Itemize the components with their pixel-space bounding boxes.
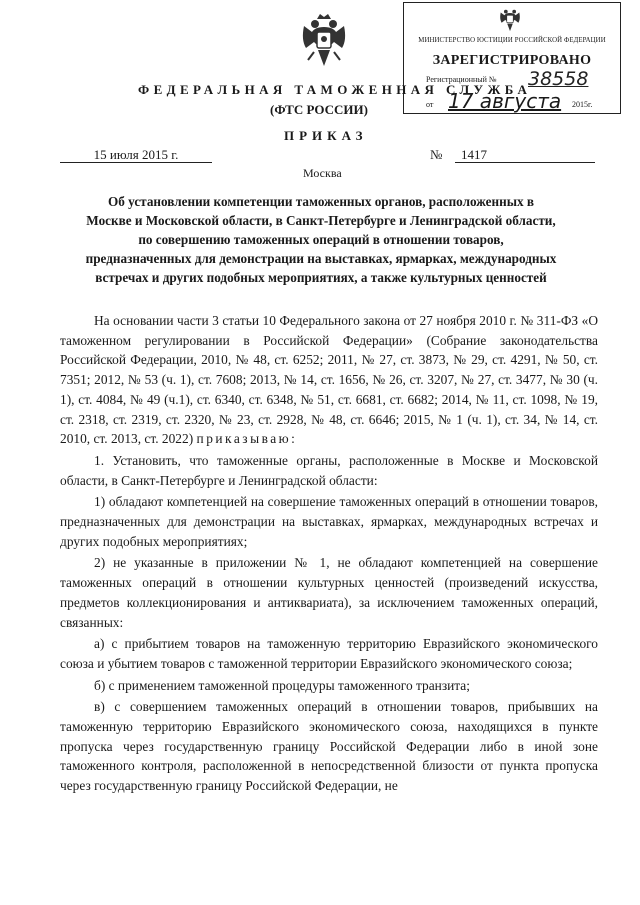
document-body <box>60 311 598 798</box>
stamp-registered: ЗАРЕГИСТРИРОВАНО <box>432 53 592 68</box>
preamble-text: На основании части 3 статьи 10 Федерального закона от 27 ноября 2010 г. № 311-ФЗ «О таможенном регулировании в Российской Федерации» (Собрание законодательства Российской Федерации, 2010, № 48, ст. 6252; 2011, № 27, ст. 3873, № 29, ст. 4291, № 50, ст. 7351; 2012, № 53 (ч. 1), ст. 7608; 2013, № 14, ст. 1656, № 26, ст. 3207, № 27, ст. 3477, № 30 (ч. 1), ст. 4084, № 49 (ч.1), ст. 6340, ст. 6348, № 51, ст. 6681, ст. 6682; 2014, № 11, ст. 1098, № 19, ст. 2318, ст. 2319, ст. 2320, № 23, ст. 2928, № 48, ст. 6646; 2015, № 1 (ч. 1), ст. 34, № 14, ст. 2010, ст. 2013, ст. 2022) <box>60 313 598 447</box>
paragraph-1: 1. Установить, что таможенные органы, расположенные в Москве и Московской области, в Санкт-Петербурге и Ленинградской области: <box>60 452 598 488</box>
stamp-handwritten-date: 17 августа <box>448 89 562 113</box>
stamp-ministry: МИНИСТЕРСТВО ЮСТИЦИИ РОССИЙСКОЙ ФЕДЕРАЦИИ <box>418 37 606 44</box>
title-line: предназначенных для демонстрации на выставках, ярмарках, международных <box>85 251 557 266</box>
title-line: по совершению таможенных операций в отношении товаров, <box>138 232 504 247</box>
document-type: ПРИКАЗ <box>284 128 368 143</box>
title-line: Об установлении компетенции таможенных органов, расположенных в <box>107 194 535 209</box>
paragraph-a: а) с прибытием товаров на таможенную территорию Евразийского экономического союза и убытием товаров с таможенной территории Евразийского экономического союза; <box>60 636 598 671</box>
agency-short-name: (ФТС РОССИИ) <box>270 102 368 117</box>
paragraph-v: в) с совершением таможенных операций в отношении товаров, прибывших на таможенную территорию Евразийского экономического союза, находящихся в пункте пропуска через государственную границу Российской Федерации либо в иной зоне таможенного контроля, расположенной в непосредственной близости от пункта пропуска через государственную границу Российской Федерации, не <box>60 699 598 794</box>
stamp-emblem-icon <box>496 6 524 32</box>
stamp-reg-label: Регистрационный № <box>426 75 497 84</box>
paragraph-1-1: 1) обладают компетенцией на совершение таможенных операций в отношении товаров, предназначенных для демонстрации на выставках, ярмарках, международных встречах и других подобных мероприятиях; <box>60 494 598 549</box>
agency-name: ФЕДЕРАЛЬНАЯ ТАМОЖЕННАЯ СЛУЖБА <box>138 82 532 97</box>
preamble-paragraph <box>60 311 598 449</box>
title-line: Москве и Московской области, в Санкт-Петербурге и Ленинградской области, <box>86 213 556 228</box>
paragraph-1-2: 2) не указанные в приложении № 1, не обладают компетенцией на совершение таможенных операций в отношении культурных ценностей (произведений искусства, предметов коллекционирования и антиквариата), за исключением таможенных операций, связанных: <box>60 555 598 630</box>
stamp-year: 2015г. <box>572 100 593 109</box>
number-sign: № <box>430 147 443 162</box>
stamp-reg-number: 38558 <box>528 68 589 90</box>
city: Москва <box>303 166 342 180</box>
stamp-date-prefix: от <box>426 100 434 109</box>
paragraph-b: б) с применением таможенной процедуры таможенного транзита; <box>94 677 470 693</box>
coat-of-arms-emblem <box>300 12 348 68</box>
order-word: приказываю: <box>196 431 298 447</box>
order-number: 1417 <box>455 147 595 163</box>
document-title <box>38 192 604 287</box>
order-date: 15 июля 2015 г. <box>60 147 212 163</box>
title-line: встречах и других подобных мероприятиях, а также культурных ценностей <box>95 270 547 285</box>
